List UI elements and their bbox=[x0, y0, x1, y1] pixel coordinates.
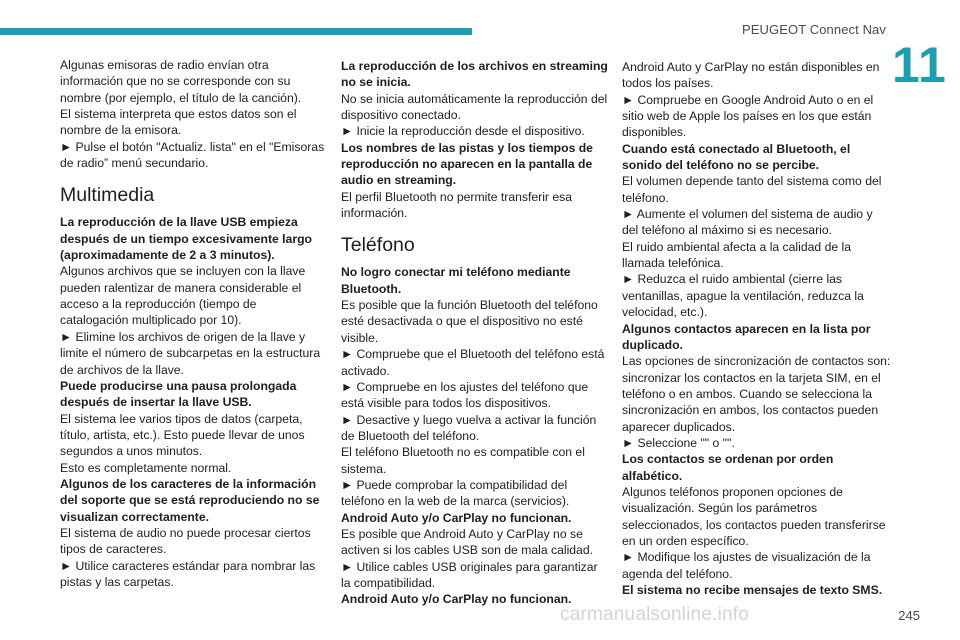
paragraph: El teléfono Bluetooth no es compatible con el sistema. bbox=[341, 445, 585, 476]
problem-statement: Los contactos se ordenan por orden alfabético. bbox=[622, 452, 834, 483]
problem-statement: Cuando está conectado al Bluetooth, el sonido del teléfono no se percibe. bbox=[622, 141, 851, 173]
paragraph: El perfil Bluetooth no permite transferir esa información. bbox=[341, 189, 572, 221]
problem-statement: Android Auto y/o CarPlay no funcionan. bbox=[341, 510, 572, 525]
column-3 bbox=[622, 59, 892, 598]
problem-statement: La reproducción de la llave USB empieza después de un tiempo excesivamente largo (aproximadamente de 2 a 3 minutos). bbox=[60, 215, 312, 263]
paragraph: ► Compruebe en los ajustes del teléfono que está visible para todos los dispositivos. bbox=[341, 379, 589, 411]
paragraph: ► Elimine los archivos de origen de la llave y limite el número de subcarpetas en la estructura de archivos de la llave. bbox=[60, 329, 321, 377]
paragraph: ► Modifique los ajustes de visualización de la agenda del teléfono. bbox=[622, 550, 871, 581]
watermark: carmanualsonline.info bbox=[560, 604, 750, 625]
paragraph: Es posible que Android Auto y CarPlay no se activen si los cables USB son de mala calidad. bbox=[341, 526, 594, 558]
paragraph: ► Reduzca el ruido ambiental (cierre las ventanillas, apague la ventilación, reduzca la velocidad, etc.). bbox=[622, 272, 864, 320]
paragraph: ► Aumente el volumen del sistema de audio y del teléfono al máximo si es necesario. bbox=[622, 207, 873, 238]
column-2 bbox=[341, 58, 609, 608]
paragraph: ► Compruebe que el Bluetooth del teléfono está activado. bbox=[341, 347, 605, 378]
paragraph: ► Desactive y luego vuelva a activar la función de Bluetooth del teléfono. bbox=[341, 412, 597, 443]
paragraph: ► Pulse el botón "Actualiz. lista" en el "Emisoras de radio” menú secundario. bbox=[60, 139, 325, 171]
section-heading: Multimedia bbox=[60, 184, 155, 207]
paragraph: Es posible que la función Bluetooth del teléfono esté desactivada o que el dispositivo no esté visible. bbox=[341, 298, 598, 345]
problem-statement: La reproducción de los archivos en streaming no se inicia. bbox=[341, 59, 608, 90]
paragraph: El sistema interpreta que estos datos son el nombre de la emisora. bbox=[60, 107, 297, 138]
problem-statement: Android Auto y/o CarPlay no funcionan. bbox=[341, 592, 572, 607]
problem-statement: Puede producirse una pausa prolongada después de insertar la llave USB. bbox=[60, 378, 297, 410]
paragraph: Esto es completamente normal. bbox=[60, 460, 232, 475]
problem-statement: Los nombres de las pistas y los tiempos de reproducción no aparecen en la pantalla de audio en streaming. bbox=[341, 140, 593, 188]
problem-statement: Algunos contactos aparecen en la lista por duplicado. bbox=[622, 321, 871, 352]
paragraph: El ruido ambiental afecta a la calidad de la llamada telefónica. bbox=[622, 239, 851, 271]
problem-statement: El sistema no recibe mensajes de texto SMS. bbox=[622, 583, 883, 597]
paragraph: El volumen depende tanto del sistema como del teléfono. bbox=[622, 174, 882, 205]
paragraph: Las opciones de sincronización de contactos son: sincronizar los contactos en la tarjeta SIM, en el teléfono o en ambos. Cuando se selecciona la sincronización en ambos, los contactos pueden aparecer duplicados. bbox=[622, 354, 891, 434]
paragraph: ► Puede comprobar la compatibilidad del teléfono en la web de la marca (servicios). bbox=[341, 477, 570, 509]
paragraph: Algunos archivos que se incluyen con la llave pueden ralentizar de manera considerable el acceso a la reproducción (tiempo de catalogación multiplicado por 10). bbox=[60, 264, 306, 328]
paragraph: El sistema de audio no puede procesar ciertos tipos de caracteres. bbox=[60, 525, 311, 557]
problem-statement: Algunos de los caracteres de la información del soporte que se está reproduciendo no se visualizan correctamente. bbox=[60, 476, 320, 524]
paragraph: No se inicia automáticamente la reproducción del dispositivo conectado. bbox=[341, 91, 608, 123]
paragraph: ► Seleccione "" o "". bbox=[622, 435, 735, 450]
paragraph: Algunas emisoras de radio envían otra información que no se corresponde con su nombre (por ejemplo, el título de la canción). bbox=[60, 58, 302, 105]
header-accent-bar bbox=[0, 28, 472, 35]
section-heading: Teléfono bbox=[341, 234, 415, 257]
page-number: 245 bbox=[898, 608, 920, 623]
paragraph: ► Utilice cables USB originales para garantizar la compatibilidad. bbox=[341, 559, 598, 590]
column-1 bbox=[60, 57, 328, 590]
paragraph: Android Auto y CarPlay no están disponibles en todos los países. bbox=[622, 60, 880, 91]
chapter-number: 11 bbox=[892, 37, 947, 93]
paragraph: Algunos teléfonos proponen opciones de visualización. Según los parámetros seleccionados, los contactos pueden transferirse en un orden específico. bbox=[622, 484, 886, 548]
paragraph: ► Utilice caracteres estándar para nombrar las pistas y las carpetas. bbox=[60, 558, 316, 589]
paragraph: ► Inicie la reproducción desde el dispositivo. bbox=[341, 124, 585, 139]
header-title: PEUGEOT Connect Nav bbox=[742, 22, 886, 37]
problem-statement: No logro conectar mi teléfono mediante Bluetooth. bbox=[341, 265, 571, 296]
paragraph: ► Compruebe en Google Android Auto o en el sitio web de Apple los países en los que están disponibles. bbox=[622, 92, 874, 140]
paragraph: El sistema lee varios tipos de datos (carpeta, título, artista, etc.). Esto puede llevar de unos segundos a unos minutos. bbox=[60, 411, 305, 459]
